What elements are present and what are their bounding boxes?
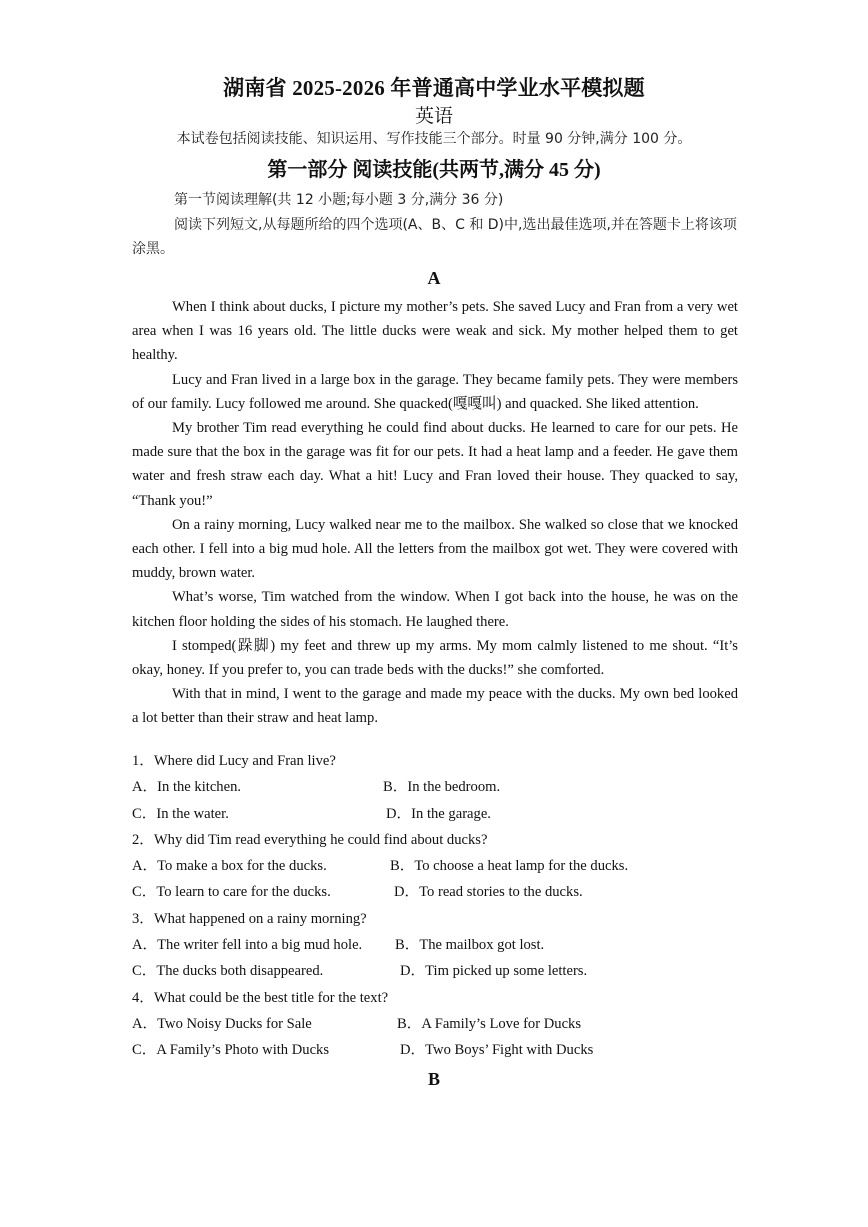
question-list bbox=[132, 748, 752, 1064]
option-row bbox=[132, 1037, 752, 1063]
option-a[interactable]: A．Two Noisy Ducks for Sale bbox=[132, 1015, 312, 1032]
option-b[interactable]: B．In the bedroom. bbox=[383, 779, 501, 796]
option-d[interactable]: D．Two Boys’ Fight with Ducks bbox=[400, 1042, 594, 1059]
option-a[interactable]: A．In the kitchen. bbox=[132, 779, 242, 796]
section-heading: 第一节阅读理解(共 12 小题;每小题 3 分,满分 36 分) bbox=[174, 192, 504, 208]
passage-b-label: B bbox=[427, 1069, 440, 1089]
passage-paragraph: When I think about ducks, I picture my mother’s pets. She saved Lucy and Fran from a very wet area when I was 16 years old. The little ducks were weak and sick. My mother helped them to get healthy. bbox=[132, 299, 738, 364]
option-row bbox=[132, 1011, 752, 1037]
option-c[interactable]: C．In the water. bbox=[132, 805, 229, 822]
exam-note: 本试卷包括阅读技能、知识运用、写作技能三个部分。时量 90 分钟,满分 100 分。 bbox=[176, 131, 692, 147]
option-c[interactable]: C．To learn to care for the ducks. bbox=[132, 884, 331, 901]
option-a[interactable]: A．To make a box for the ducks. bbox=[132, 858, 327, 875]
part-heading: 第一部分 阅读技能(共两节,满分 45 分) bbox=[267, 159, 601, 181]
passage-a-label: A bbox=[427, 268, 441, 288]
option-c[interactable]: C．The ducks both disappeared. bbox=[132, 963, 324, 980]
question-stem: 3．What happened on a rainy morning? bbox=[132, 910, 367, 927]
question-stem: 1．Where did Lucy and Fran live? bbox=[132, 753, 336, 769]
passage-paragraph: What’s worse, Tim watched from the window. When I got back into the house, he was on the kitchen floor holding the sides of his stomach. He laughed there. bbox=[132, 589, 738, 630]
passage-paragraph: With that in mind, I went to the garage and made my peace with the ducks. My own bed looked a lot better than their straw and heat lamp. bbox=[132, 686, 738, 727]
question-stem: 2．Why did Tim read everything he could find about ducks? bbox=[132, 831, 488, 848]
passage-paragraph: On a rainy morning, Lucy walked near me to the mailbox. She walked so close that we knocked each other. I fell into a big mud hole. All the letters from the mailbox got wet. They were covered with muddy, brown water. bbox=[132, 516, 738, 582]
option-c[interactable]: C．A Family’s Photo with Ducks bbox=[132, 1042, 330, 1059]
passage-paragraph: Lucy and Fran lived in a large box in the garage. They became family pets. They were members of our family. Lucy followed me around. She quacked(嘎嘎叫) and quacked. She liked attention. bbox=[132, 371, 738, 412]
option-b[interactable]: B．The mailbox got lost. bbox=[395, 937, 545, 954]
option-d[interactable]: D．To read stories to the ducks. bbox=[394, 884, 583, 901]
option-row bbox=[132, 879, 752, 905]
option-b[interactable]: B．A Family’s Love for Ducks bbox=[397, 1015, 582, 1032]
option-row bbox=[132, 932, 752, 958]
option-row bbox=[132, 774, 752, 800]
option-d[interactable]: D．Tim picked up some letters. bbox=[400, 963, 588, 980]
exam-title: 湖南省 2025-2026 年普通高中学业水平模拟题 bbox=[223, 76, 645, 100]
instructions: 阅读下列短文,从每题所给的四个选项(A、B、C 和 D)中,选出最佳选项,并在答题卡上将该项涂黑。 bbox=[132, 217, 737, 257]
passage-paragraph: I stomped(跺脚) my feet and threw up my arms. My mom calmly listened to me shout. “It’s okay, honey. If you prefer to, you can trade beds with the ducks!” she comforted. bbox=[132, 637, 738, 679]
option-row bbox=[132, 958, 752, 984]
question-stem: 4．What could be the best title for the text? bbox=[132, 989, 389, 1006]
option-b[interactable]: B．To choose a heat lamp for the ducks. bbox=[390, 858, 629, 875]
option-row bbox=[132, 801, 752, 827]
subject-title: 英语 bbox=[414, 106, 453, 127]
option-a[interactable]: A．The writer fell into a big mud hole. bbox=[132, 937, 363, 954]
passage-a bbox=[132, 295, 738, 731]
option-d[interactable]: D．In the garage. bbox=[386, 805, 491, 822]
passage-paragraph: My brother Tim read everything he could find about ducks. He learned to care for our pets. He made sure that the box in the garage was fit for our pets. It had a heat lamp and a feeder. He gave them water and fresh straw each day. What a hit! Lucy and Fran loved their house. They quacked to say, “Thank you!” bbox=[132, 420, 738, 509]
option-row bbox=[132, 853, 752, 879]
